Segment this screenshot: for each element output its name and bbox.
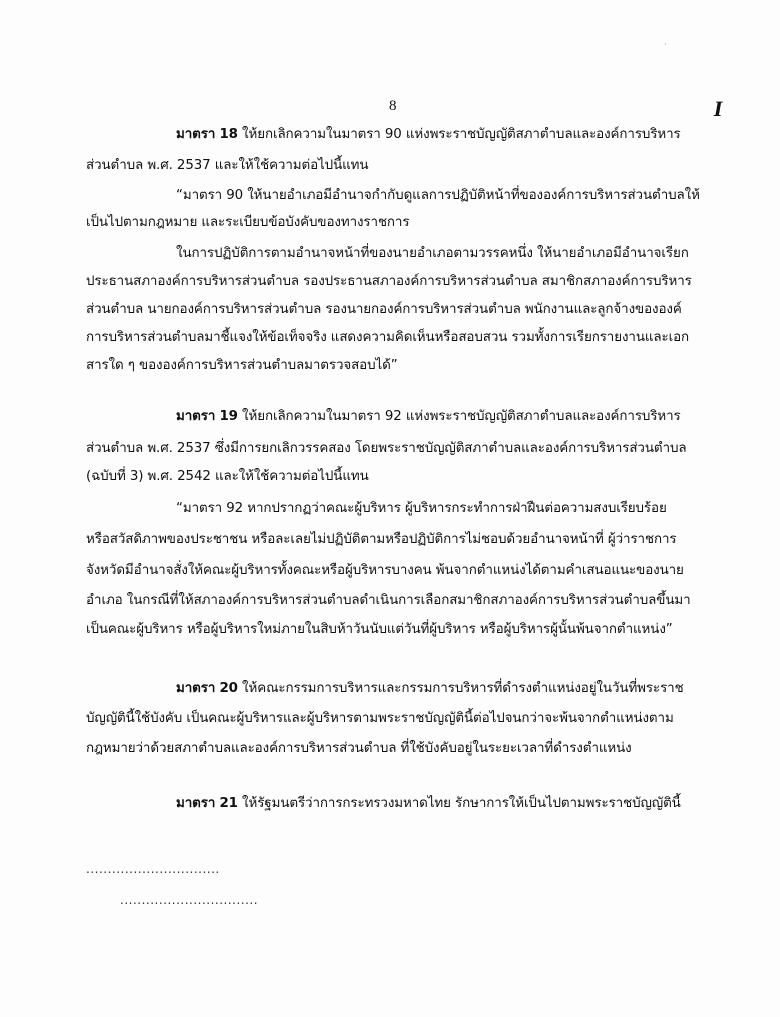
section-18-label: มาตรา bbox=[176, 127, 216, 142]
section-18-para2-line4: การบริหารส่วนตำบลมาชี้แจงให้ข้อเท็จจริง แสดงความคิดเห็นหรือสอบสวน รวมทั้งการเรียกรายงานและเอก bbox=[86, 330, 690, 345]
section-18-line2: ส่วนตำบล พ.ศ. 2537 และให้ใช้ความต่อไปนี้แทน bbox=[86, 158, 369, 173]
section-20-line2: บัญญัตินี้ใช้บังคับ เป็นคณะผู้บริหารและผู้บริหารตามพระราชบัญญัตินี้ต่อไปจนกว่าจะพ้นจากตำแหน่งตาม bbox=[86, 711, 674, 726]
section-19-line3: (ฉบับที่ 3) พ.ศ. 2542 และให้ใช้ความต่อไปนี้แทน bbox=[86, 469, 369, 484]
section-18-para2-line2: ประธานสภาองค์การบริหารส่วนตำบล รองประธานสภาองค์การบริหารส่วนตำบล สมาชิกสภาองค์การบริหาร bbox=[86, 274, 692, 289]
section-21-heading bbox=[176, 797, 681, 810]
section-19-quote-line4: อำเภอ ในกรณีที่ให้สภาองค์การบริหารส่วนตำบลดำเนินการเลือกสมาชิกสภาองค์การบริหารส่วนตำบลขึ้นมา bbox=[86, 593, 691, 608]
section-19-line2: ส่วนตำบล พ.ศ. 2537 ซึ่งมีการยกเลิกวรรคสอง โดยพระราชบัญญัติสภาตำบลและองค์การบริหารส่วนตำบล bbox=[86, 441, 687, 456]
section-18-para2-line5: สารใด ๆ ขององค์การบริหารส่วนตำบลมาตรวจสอบได้” bbox=[86, 358, 398, 373]
section-18-heading bbox=[176, 128, 681, 141]
margin-mark: I bbox=[711, 96, 725, 121]
section-20-line3: กฎหมายว่าด้วยสภาตำบลและองค์การบริหารส่วนตำบล ที่ใช้บังคับอยู่ในระยะเวลาที่ดำรงตำแหน่ง bbox=[86, 741, 632, 756]
section-18-para2-line1: ในการปฏิบัติการตามอำนาจหน้าที่ของนายอำเภอตามวรรคหนึ่ง ให้นายอำเภอมีอำนาจเรียก bbox=[176, 246, 689, 261]
section-18-quote-line2: เป็นไปตามกฎหมาย และระเบียบข้อบังคับของทางราชการ bbox=[86, 215, 410, 230]
section-19-heading bbox=[176, 410, 681, 423]
section-18-para2-line3: ส่วนตำบล นายกองค์การบริหารส่วนตำบล รองนายกองค์การบริหารส่วนตำบล พนักงานและลูกจ้างขององค์ bbox=[86, 302, 682, 317]
section-19-quote-line3: จังหวัดมีอำนาจสั่งให้คณะผู้บริหารทั้งคณะหรือผู้บริหารบางคน พ้นจากตำแหน่งได้ตามคำเสนอแนะของนาย bbox=[86, 563, 684, 578]
section-21-text: ให้รัฐมนตรีว่าการกระทรวงมหาดไทย รักษาการให้เป็นไปตามพระราชบัญญัตินี้ bbox=[242, 796, 681, 811]
section-20-text: ให้คณะกรรมการบริหารและกรรมการบริหารที่ดำรงตำแหน่งอยู่ในวันที่พระราช bbox=[242, 681, 684, 696]
section-19-label: มาตรา bbox=[176, 409, 216, 424]
section-18-quote-line1: “มาตรา 90 ให้นายอำเภอมีอำนาจกำกับดูแลการปฏิบัติหน้าที่ขององค์การบริหารส่วนตำบลให้ bbox=[176, 188, 700, 203]
section-19-quote-line1: “มาตรา 92 หากปรากฏว่าคณะผู้บริหาร ผู้บริหารกระทำการฝ่าฝืนต่อความสงบเรียบร้อย bbox=[176, 501, 667, 516]
signature-dots-2: ................................ bbox=[120, 893, 259, 907]
section-20-heading bbox=[176, 682, 684, 695]
signature-dots-1: ............................... bbox=[86, 862, 220, 876]
section-19-text: ให้ยกเลิกความในมาตรา 92 แห่งพระราชบัญญัติสภาตำบลและองค์การบริหาร bbox=[242, 409, 681, 424]
section-19-quote-line2: หรือสวัสดิภาพของประชาชน หรือละเลยไม่ปฏิบัติตามหรือปฏิบัติการไม่ชอบด้วยอำนาจหน้าที่ ผู้ว่าราชการ bbox=[86, 532, 677, 547]
scan-mark: · bbox=[664, 40, 667, 49]
section-18-number: 18 bbox=[219, 127, 238, 142]
section-19-quote-line5: เป็นคณะผู้บริหาร หรือผู้บริหารใหม่ภายในสิบห้าวันนับแต่วันที่ผู้บริหาร หรือผู้บริหารผู้นั้นพ้นจากตำแหน่ง” bbox=[86, 622, 673, 637]
section-18-text: ให้ยกเลิกความในมาตรา 90 แห่งพระราชบัญญัติสภาตำบลและองค์การบริหาร bbox=[242, 127, 681, 142]
section-20-label: มาตรา bbox=[176, 681, 216, 696]
section-19-number: 19 bbox=[219, 409, 238, 424]
section-20-number: 20 bbox=[219, 681, 238, 696]
page-number: 8 bbox=[389, 98, 397, 114]
section-21-number: 21 bbox=[219, 796, 238, 811]
section-21-label: มาตรา bbox=[176, 796, 216, 811]
